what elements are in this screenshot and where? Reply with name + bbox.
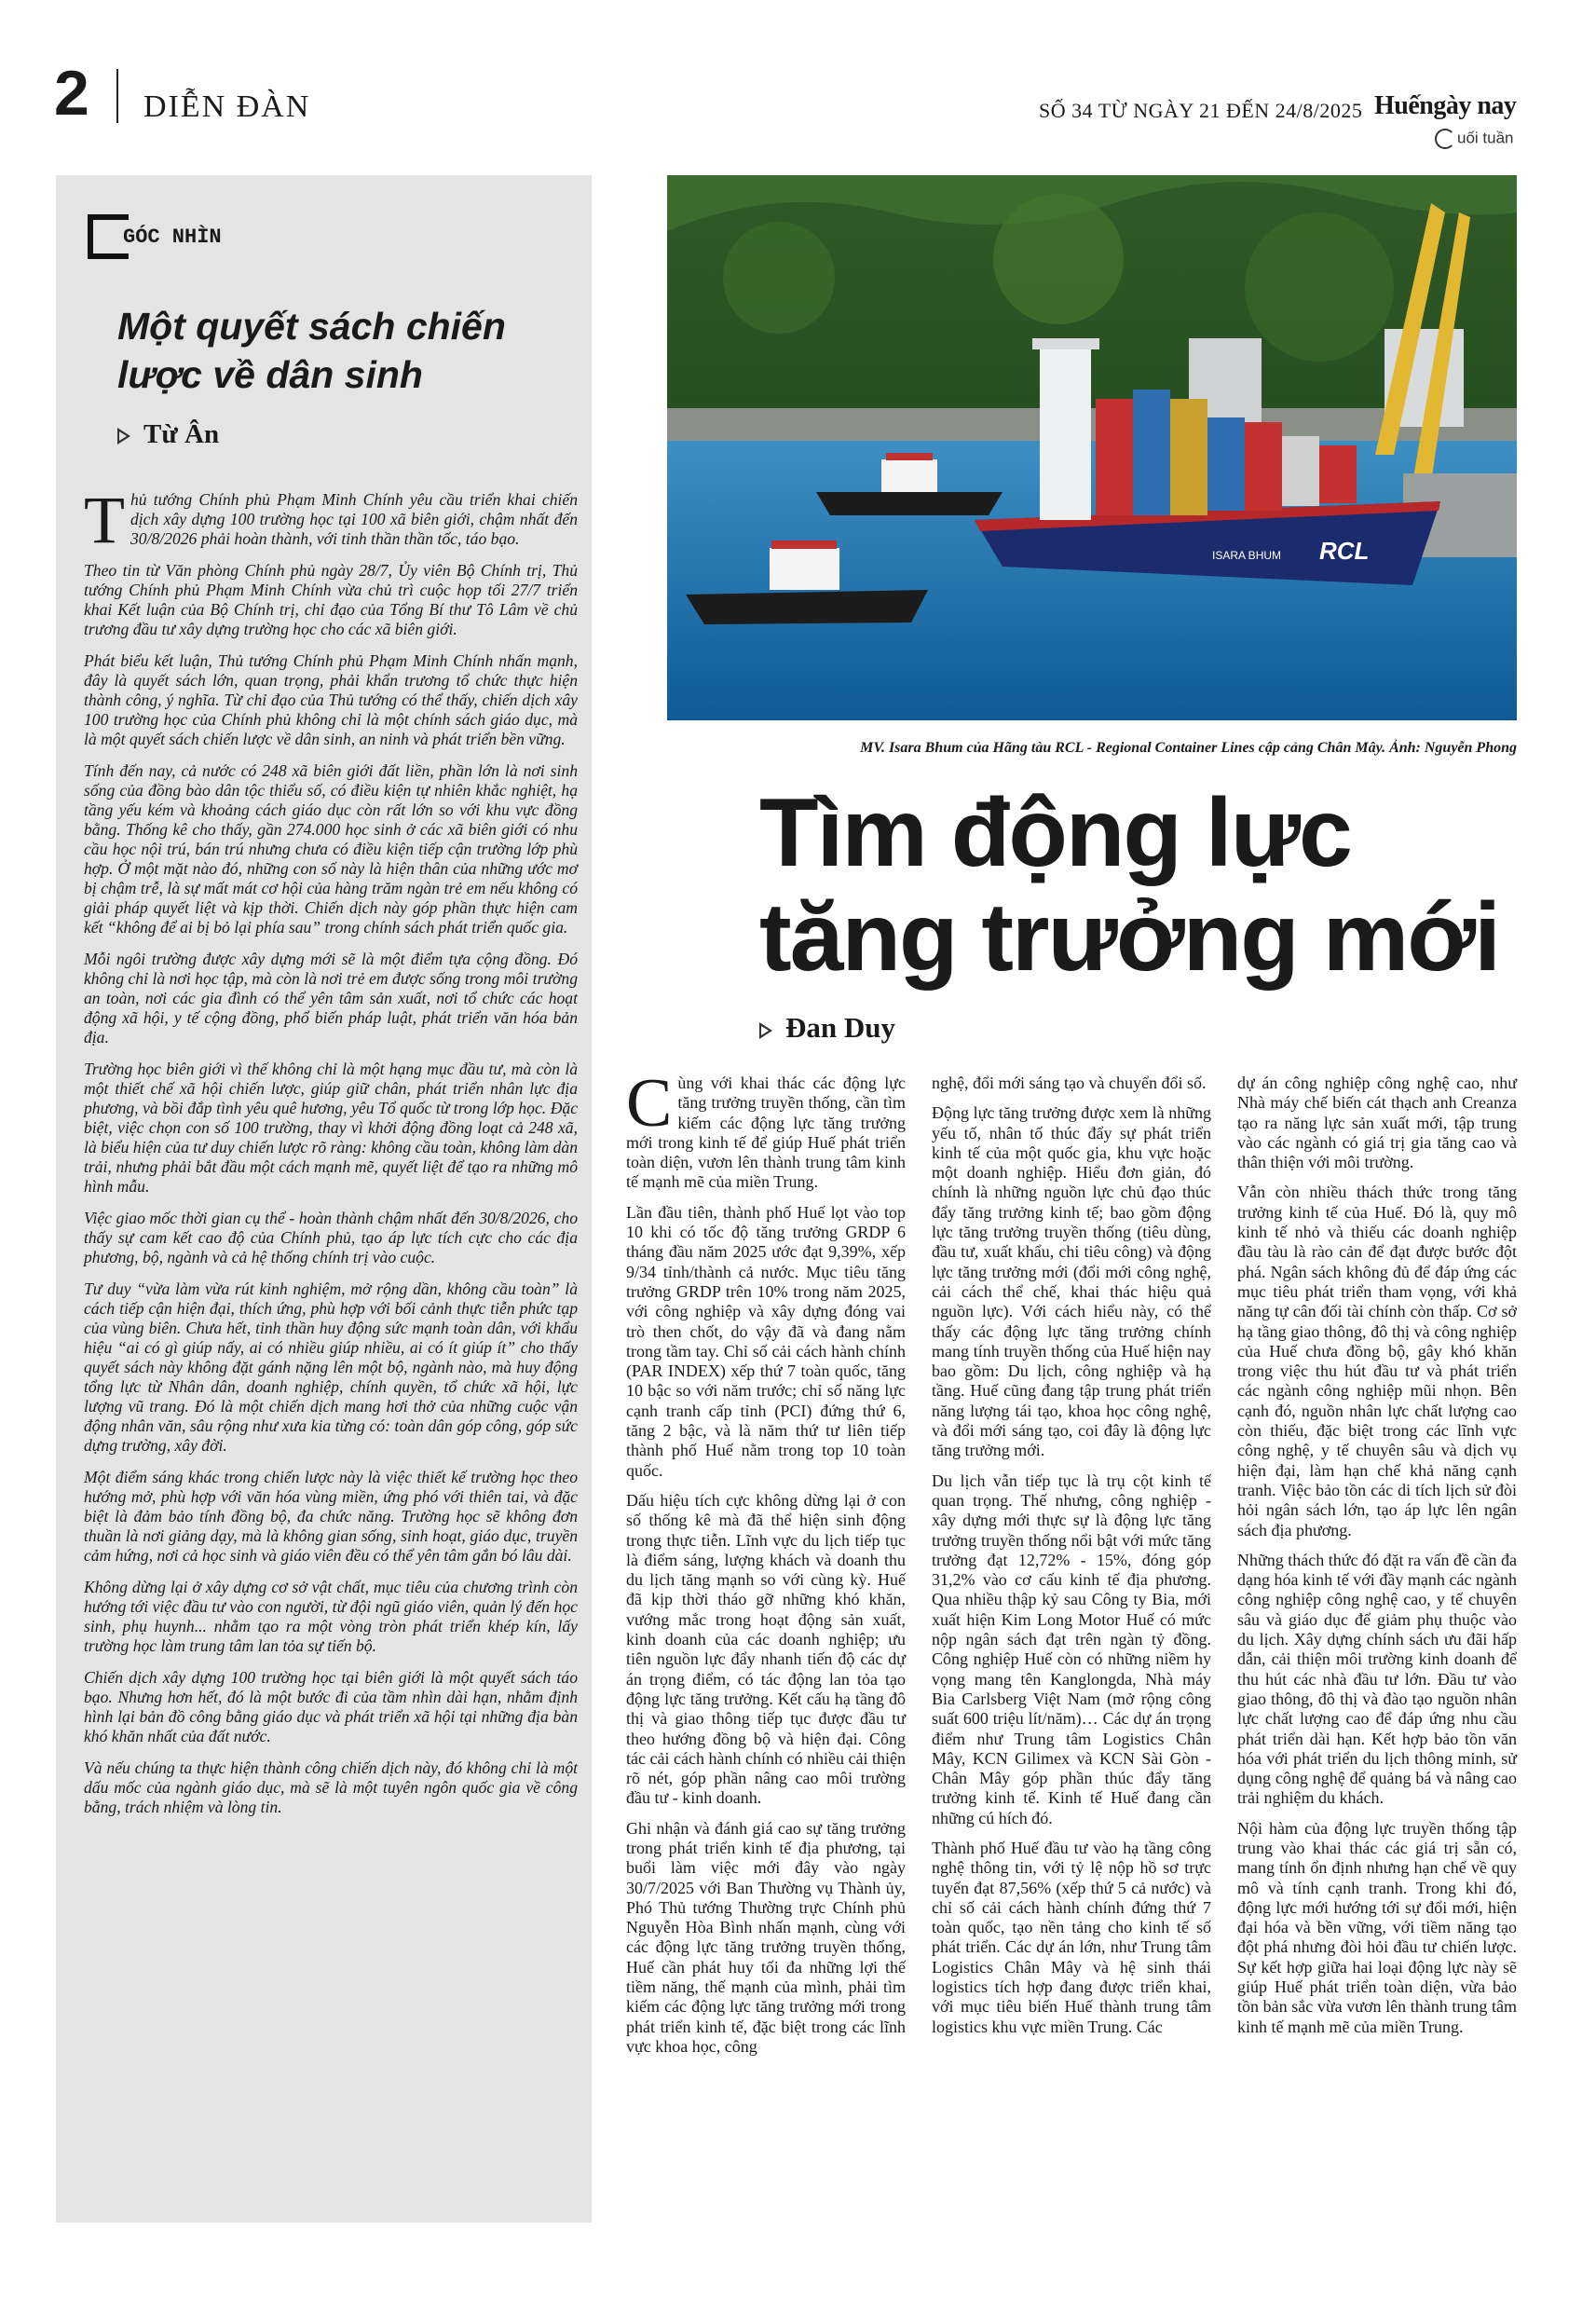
brand-subtitle <box>1435 129 1514 149</box>
article-paragraph: Dấu hiệu tích cực không dừng lại ở con số thống kê mà đã thể hiện sinh động trong thực tiễn. Lĩnh vực du lịch tiếp tục là điểm sáng, lượng khách và doanh thu du lịch tăng mạnh so với cùng kỳ. Huế đã kịp thời tháo gỡ những khó khăn, vướng mắc trong hoạt động sản xuất, kinh doanh của các doanh nghiệp; ưu tiên nguồn lực đẩy nhanh tiến độ các dự án trọng điểm, có tác động lan tỏa tạo động lực tăng trưởng. Kết cấu hạ tầng đô thị và giao thông tiếp tục được đầu tư theo hướng đồng bộ và hiện đại. Công tác cải cách hành chính có nhiều cải thiện rõ nét, góp phần nâng cao môi trường đầu tư - kinh doanh. <box>626 1490 906 1808</box>
header-divider <box>116 69 118 123</box>
opinion-author <box>117 419 219 450</box>
photo-caption: MV. Isara Bhum của Hãng tàu RCL - Regional Container Lines cập cảng Chân Mây. Ảnh: Nguyễn Phong <box>860 740 1517 756</box>
article-paragraph: Lần đầu tiên, thành phố Huế lọt vào top 10 khi có tốc độ tăng trưởng GRDP 6 tháng đầu năm 2025 ước đạt 9,39%, xếp 9/34 tỉnh/thành cả nước. Mục tiêu tăng trưởng GRDP trên 10% trong năm 2025, với công nghiệp và xây dựng đóng vai trò then chốt, do vậy đã và đang nằm trong tầm tay. Chỉ số cải cách hành chính (PAR INDEX) xếp thứ 7 toàn quốc, tăng 10 bậc so với năm trước; chỉ số năng lực cạnh tranh cấp tỉnh (PCI) đứng thứ 6, tăng 2 bậc, và là năm thứ tư liên tiếp thành phố Huế nằm trong top 10 toàn quốc. <box>626 1202 906 1480</box>
port-photo <box>667 175 1517 720</box>
article-paragraph: Ghi nhận và đánh giá cao sự tăng trưởng trong phát triển kinh tế địa phương, tại buổi làm việc mới đây vào ngày 30/7/2025 với Ban Thường vụ Thành ủy, Phó Thủ tướng Thường trực Chính phủ Nguyễn Hòa Bình nhấn mạnh, cùng với các động lực tăng trưởng truyền thống, Huế cần phát huy tối đa những lợi thế tiềm năng, thế mạnh của mình, phải tìm kiếm các động lực tăng trưởng mới trong phát triển kinh tế, đặc biệt trong các lĩnh vực khoa học, công <box>626 1818 906 2056</box>
byline-arrow-icon <box>759 1022 772 1039</box>
section-name: DIỄN ĐÀN <box>143 89 311 124</box>
opinion-label-text: GÓC NHÌN <box>123 226 222 249</box>
article-column-1 <box>626 1065 906 2067</box>
article-paragraph: Vẫn còn nhiều thách thức trong tăng trưởng kinh tế của Huế. Đó là, quy mô kinh tế nhỏ và thiếu các doanh nghiệp đầu tàu là rào cản để đạt được bước đột phá. Ngân sách không đủ để đáp ứng các mục tiêu phát triển tham vọng, với khả năng tự cân đối tài chính còn thấp. Cơ sở hạ tầng giao thông, đô thị và công nghiệp của Huế chưa đồng bộ, gây khó khăn trong việc thu hút đầu tư và phát triển các ngành công nghiệp mũi nhọn. Bên cạnh đó, nguồn nhân lực chất lượng cao còn thiếu, đặc biệt trong các lĩnh vực công nghệ, y tế chuyên sâu và dịch vụ hiện đại, làm hạn chế khả năng cạnh tranh. Việc bảo tồn các di tích lịch sử đòi hỏi ngân sách lớn, tạo áp lực lên ngân sách địa phương. <box>1237 1183 1517 1539</box>
brand-logo: Huếngày nay <box>1374 91 1517 120</box>
ship-name-text: ISARA BHUM <box>1212 549 1282 562</box>
opinion-paragraph: Theo tin từ Văn phòng Chính phủ ngày 28/7, Ủy viên Bộ Chính trị, Thủ tướng Chính phủ Phạm Minh Chính vừa chủ trì cuộc họp tối 27/7 triển khai Kết luận của Bộ Chính trị, chỉ đạo của Tổng Bí thư Tô Lâm về chủ trương đầu tư xây dựng trường học cho các xã biên giới. <box>84 561 578 638</box>
article-author-name: Đan Duy <box>785 1011 896 1044</box>
article-paragraph: Động lực tăng trưởng được xem là những yếu tố, nhân tố thúc đẩy sự phát triển kinh tế của một quốc gia, khu vực hoặc một doanh nghiệp. Hiểu đơn giản, đó chính là những nguồn lực chủ đạo thúc đẩy tăng trưởng kinh tế; bao gồm động lực tăng trưởng truyền thống (tiêu dùng, đầu tư, xuất khẩu, chi tiêu công) và động lực tăng trưởng mới (đổi mới công nghệ, cải cách thể chế, khai thác hiệu quả nguồn lực). Với cách hiểu này, có thể thấy các động lực tăng trưởng chính mang tính truyền thống của Huế hiện nay bao gồm: Du lịch, công nghiệp và hạ tầng. Huế cũng đang tập trung phát triển năng lượng tái tạo, khoa học công nghệ, và đổi mới sáng tạo, coi đây là động lực tăng trưởng mới. <box>932 1103 1211 1460</box>
article-author <box>759 1011 895 1045</box>
article-paragraph: Nội hàm của động lực truyền thống tập trung vào khai thác các giá trị sẵn có, mang tính ổn định nhưng hạn chế về quy mô và tính cạnh tranh. Trong khi đó, động lực mới hướng tới sự đổi mới, hiện đại hóa và bền vững, với tiềm năng tạo đột phá nhưng đòi hỏi đầu tư chiến lược. Sự kết hợp giữa hai loại động lực này sẽ giúp Huế phát triển toàn diện, vừa bảo tồn bản sắc vừa vươn lên thành trung tâm kinh tế mạnh mẽ của miền Trung. <box>1237 1818 1517 2036</box>
opinion-paragraph: Phát biểu kết luận, Thủ tướng Chính phủ Phạm Minh Chính nhấn mạnh, đây là quyết sách lớn, quan trọng, phải khẩn trương tổ chức thực hiện thành công, ý nghĩa. Từ chỉ đạo của Thủ tướng có thể thấy, chiến dịch xây 100 trường học của Chính phủ không chỉ là một chính sách giáo dục, mà là một quyết sách chiến lược về dân sinh, an ninh và phát triển bền vững. <box>84 651 578 748</box>
article-paragraph: dự án công nghiệp công nghệ cao, như Nhà máy chế biến cát thạch anh Creanza tạo ra năng lực sản xuất mới, tập trung vào các ngành có giá trị gia tăng cao và thân thiện với môi trường. <box>1237 1074 1517 1172</box>
opinion-paragraph: Trường học biên giới vì thế không chỉ là một hạng mục đầu tư, mà còn là một thiết chế xã hội chiến lược, giúp giữ chân, phát triển nhân lực địa phương, và bồi đắp tình yêu quê hương, yêu Tổ quốc từ trong lớp học. Đặc biệt, việc chọn con số 100 trường, thay vì khởi động đồng loạt cả 248 xã, là biểu hiện của tư duy chiến lược rõ ràng: không cầu toàn, không làm dàn trải, nhưng phải bắt đầu một cách mạnh mẽ, quyết liệt để tạo ra những mô hình mẫu. <box>84 1060 578 1196</box>
ship-logo-text: RCL <box>1319 537 1370 565</box>
opinion-paragraph: Và nếu chúng ta thực hiện thành công chiến dịch này, đó không chỉ là một dấu mốc của ngành giáo dục, mà sẽ là một tuyên ngôn quốc gia về công bằng, trách nhiệm và lòng tin. <box>84 1758 578 1816</box>
opinion-author-name: Từ Ân <box>143 419 220 449</box>
article-paragraph: nghệ, đổi mới sáng tạo và chuyển đổi số. <box>932 1074 1207 1092</box>
opinion-paragraph: Tính đến nay, cả nước có 248 xã biên giới đất liền, phần lớn là nơi sinh sống của đồng bào dân tộc thiểu số, có điều kiện tự nhiên khắc nghiệt, hạ tầng yếu kém và khoảng cách giáo dục còn rất lớn so với khu vực đồng bằng. Thống kê cho thấy, gần 274.000 học sinh ở các xã biên giới có nhu cầu học nội trú, bán trú nhưng chưa có điều kiện tiếp cận trường lớp phù hợp. Ở một mặt nào đó, những con số này là hiện thân của những ước mơ bị chậm trễ, là sự mất mát cơ hội của hàng trăm ngàn trẻ em nếu không có giải pháp quyết liệt và kịp thời. Chiến dịch này góp phần thực hiện cam kết “không để ai bị bỏ lại phía sau” trong chính sách phát triển quốc gia. <box>84 761 578 937</box>
opinion-paragraph: Chiến dịch xây dựng 100 trường học tại biên giới là một quyết sách táo bạo. Nhưng hơn hết, đó là một bước đi của tầm nhìn dài hạn, nhằm định hình lại bản đồ công bằng giáo dục và phát triển xã hội tại những địa bàn khó khăn nhất của đất nước. <box>84 1668 578 1745</box>
opinion-box <box>56 175 592 2223</box>
article-paragraph: Những thách thức đó đặt ra vấn đề cần đa dạng hóa kinh tế với đầy mạnh các ngành công nghiệp công nghệ cao, y tế chuyên sâu và giáo dục để giảm phụ thuộc vào du lịch. Xây dựng chính sách ưu đãi hấp dẫn, cải thiện môi trường kinh doanh để thu hút các nhà đầu tư lớn. Đầu tư vào giao thông, đô thị và đào tạo nguồn nhân lực chất lượng cao để đáp ứng nhu cầu phát triển dài hạn. Kết hợp bảo tồn văn hóa với phát triển du lịch thông minh, sử dụng công nghệ để quảng bá và nâng cao trải nghiệm du khách. <box>1237 1550 1517 1808</box>
brand-subtitle-text: uối tuần <box>1457 129 1514 147</box>
issue-info: SỐ 34 TỪ NGÀY 21 ĐẾN 24/8/2025 <box>1039 99 1363 122</box>
article-paragraph: Thành phố Huế đầu tư vào hạ tầng công nghệ thông tin, với tỷ lệ nộp hồ sơ trực tuyến đạt 87,56% (xếp thứ 5 cả nước) và chỉ số cải cách hành chính đứng thứ 7 toàn quốc, tạo nền tảng cho kinh tế số phát triển. Các dự án lớn, như Trung tâm Logistics Chân Mây và hệ sinh thái logistics tích hợp đang được triển khai, với mục tiêu biến Huế thành trung tâm logistics khu vực miền Trung. Các <box>932 1838 1211 2036</box>
opinion-paragraph: Tư duy “vừa làm vừa rút kinh nghiệm, mở rộng dần, không cầu toàn” là cách tiếp cận hiện đại, thích ứng, phù hợp với bối cảnh thực tiễn phức tạp của vùng biên. Chưa hết, tinh thần huy động sức mạnh toàn dân, với khẩu hiệu “ai có gì giúp nấy, ai có nhiều giúp nhiều, ai có ít giúp ít” cho thấy quyết sách này không đặt gánh nặng lên một bộ, ngành nào, mà huy động tổng lực từ Nhân dân, doanh nghiệp, chính quyền, tổ chức xã hội, lực lượng vũ trang. Đó là một chiến dịch mang hơi thở của những cuộc vận động nhân văn, sâu rộng như xưa kia từng có: toàn dân góp công, góp sức dựng trường, xây đời. <box>84 1279 578 1455</box>
opinion-paragraph: Mỗi ngôi trường được xây dựng mới sẽ là một điểm tựa cộng đồng. Đó không chỉ là nơi học tập, mà còn là nơi trẻ em được sống trong môi trường an toàn, nơi các gia đình có thể yên tâm sản xuất, nơi tổ chức các hoạt động xã hội, y tế cộng đồng, phổ biến pháp luật, phát triển văn hóa bản địa. <box>84 950 578 1047</box>
opinion-title: Một quyết sách chiến lược về dân sinh <box>117 305 506 396</box>
opinion-body <box>84 483 578 1829</box>
article-paragraph: Du lịch vẫn tiếp tục là trụ cột kinh tế quan trọng. Thế nhưng, công nghiệp - xây dựng mới thực sự là động lực tăng trưởng truyền thống nổi bật với mức tăng trưởng đạt 12,72% - 15%, đóng góp 31,2% vào cơ cấu kinh tế địa phương. Qua nhiều thập kỷ sau Công ty Bia, mới xuất hiện Kim Long Motor Huế có mức nộp ngân sách đạt trên ngàn tỷ đồng. Công nghiệp Huế còn có những niềm hy vọng mang tên Kanglongda, Nhà máy Bia Carlsberg Việt Nam (mở rộng công suất 600 triệu lít/năm)… Các dự án trọng điểm như Trung tâm Logistics Chân Mây, KCN Gilimex và KCN Sài Gòn - Chân Mây góp phần thúc đẩy tăng trưởng kinh tế. Kinh tế Huế đang cần những cú hích đó. <box>932 1471 1211 1827</box>
port-illustration <box>667 175 1517 720</box>
opinion-paragraph: Việc giao mốc thời gian cụ thể - hoàn thành chậm nhất đến 30/8/2026, cho thấy sự cam kết cao độ của Chính phủ, tạo áp lực tích cực cho các địa phương, bộ, ngành và cả hệ thống chính trị vào cuộc. <box>84 1209 578 1266</box>
opinion-paragraph-text: hủ tướng Chính phủ Phạm Minh Chính yêu cầu triển khai chiến dịch xây dựng 100 trường học tại 100 xã biên giới, chậm nhất đến 30/8/2026 phải hoàn thành, với tinh thần thần tốc, táo bạo. <box>130 490 578 548</box>
drop-cap: T <box>84 483 125 557</box>
opinion-paragraph: Không dừng lại ở xây dựng cơ sở vật chất, mục tiêu của chương trình còn hướng tới việc đầu tư vào con người, từ đội ngũ giáo viên, quản lý đến học sinh, phụ huynh... nhằm tạo ra một vòng tròn phát triển khép kín, lấy trường học làm trung tâm lan tỏa sự tiến bộ. <box>84 1578 578 1655</box>
c-logo-icon <box>1435 129 1455 149</box>
opinion-paragraph: Một điểm sáng khác trong chiến lược này là việc thiết kế trường học theo hướng mở, phù hợp với văn hóa vùng miền, ứng phó với thiên tai, và đặc biệt là đảm bảo tính đồng bộ, đa chức năng. Trường học sẽ không đơn thuần là nơi giảng dạy, mà là không gian sống, sinh hoạt, giáo dục, truyền cảm hứng, nơi cả học sinh và giáo viên đều có thể yên tâm gắn bó lâu dài. <box>84 1468 578 1565</box>
opinion-paragraph <box>84 483 578 557</box>
page-number: 2 <box>54 58 89 129</box>
byline-arrow-icon <box>117 428 130 445</box>
article-paragraph-text: ùng với khai thác các động lực tăng trưởng truyền thống, cần tìm kiếm các động lực tăng trưởng mới trong kinh tế để giúp Huế phát triển toàn diện, vươn lên thành trung tâm kinh tế mạnh mẽ của miền Trung. <box>626 1074 906 1192</box>
article-paragraph <box>626 1065 906 1193</box>
article-column-3 <box>1237 1074 1517 2047</box>
drop-cap: C <box>626 1065 673 1142</box>
article-title: Tìm động lực tăng trưởng mới <box>759 779 1500 992</box>
article-column-2 <box>932 1074 1211 2047</box>
